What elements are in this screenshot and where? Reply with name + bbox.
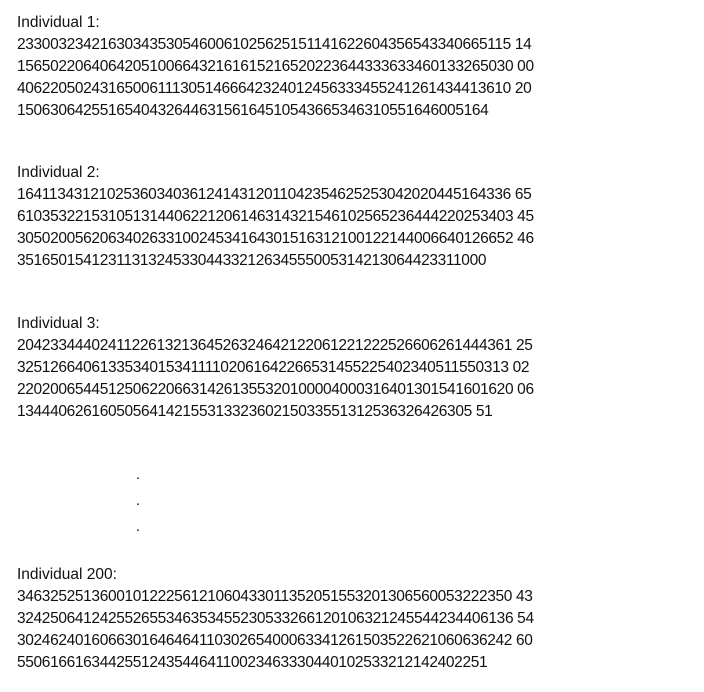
sequence-line: 233003234216303435305460061025625151141622604356543340665115 14 xyxy=(17,36,532,53)
individual-heading: Individual 200: xyxy=(17,566,117,583)
sequence-line: 324250641242552655346353455230533266120106321245544234406136 54 xyxy=(17,610,534,627)
sequence-line: 346325251360010122256121060433011352051553201306560053222350 43 xyxy=(17,588,533,605)
sequence-line: 1344406261605056414215531332360215033551312536326426305 51 xyxy=(17,403,493,420)
individual-block xyxy=(17,12,697,122)
sequence-line: 610353221531051314406221206146314321546102565236444220253403 45 xyxy=(17,208,534,225)
sequence-line: 305020056206340263310024534164301516312100122144006640126652 46 xyxy=(17,230,534,247)
sequence-line: 351650154123113132453304433212634555005314213064423311000 xyxy=(17,252,487,269)
sequence-line: 156502206406420510066432161615216520223644333633460133265030 00 xyxy=(17,58,534,75)
sequence-line: 204233444024112261321364526324642122061221222526606261444361 25 xyxy=(17,337,533,354)
individual-block xyxy=(17,313,697,423)
sequence-line: 325126640613353401534111102061642266531455225402340511550313 02 xyxy=(17,359,530,376)
individual-heading: Individual 2: xyxy=(17,164,100,181)
individual-block xyxy=(17,162,697,272)
sequence-line: 550616616344255124354464110023463330440102533212142402251 xyxy=(17,654,488,671)
sequence-line: 150630642551654043264463156164510543665346310551646005164 xyxy=(17,102,489,119)
sequence-line: 406220502431650061113051466642324012456333455241261434413610 20 xyxy=(17,80,532,97)
sequence-line: 302462401606630164646411030265400063341261503522621060636242 60 xyxy=(17,632,533,649)
vertical-ellipsis xyxy=(134,462,142,540)
sequence-line: 220200654451250622066314261355320100004000316401301541601620 06 xyxy=(17,381,534,398)
sequence-line: 164113431210253603403612414312011042354625253042020445164336 65 xyxy=(17,186,532,203)
ellipsis-dot: . xyxy=(135,466,141,483)
individual-block xyxy=(17,564,697,674)
ellipsis-dot: . xyxy=(135,492,141,509)
individual-heading: Individual 3: xyxy=(17,315,100,332)
ellipsis-dot: . xyxy=(135,518,141,535)
individual-heading: Individual 1: xyxy=(17,14,100,31)
